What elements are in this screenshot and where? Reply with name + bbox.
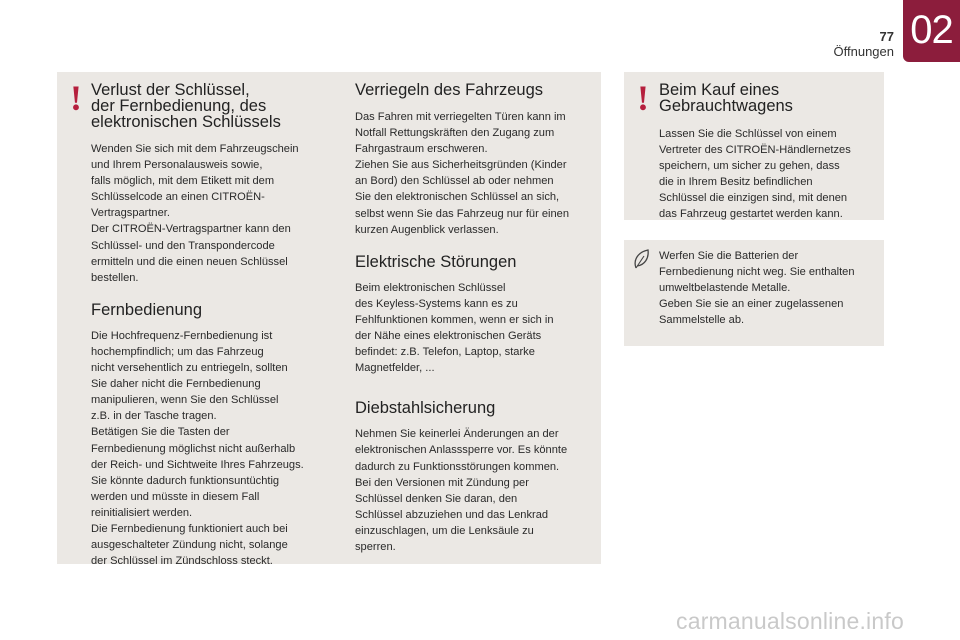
heading-locking-vehicle: Verriegeln des Fahrzeugs bbox=[355, 81, 544, 99]
paragraph-electrical-interference: Beim elektronischen Schlüssel des Keyless-Systems kann es zu Fehlfunktionen kommen, wenn er sich in der Nähe eines elektronischen Geräts befindet: z.B. Telefon, Laptop, starke Magnetfelder, ... bbox=[355, 281, 554, 375]
paragraph-eco-note: Werfen Sie die Batterien der Fernbedienung nicht weg. Sie enthalten umweltbelastende Metalle. Geben Sie sie an einer zugelassenen Sammelstelle ab. bbox=[659, 250, 855, 327]
warning-icon: ! bbox=[70, 78, 82, 118]
heading-remote-control: Fernbedienung bbox=[91, 300, 203, 319]
section-title: Öffnungen bbox=[833, 44, 894, 59]
page-number: 77 bbox=[879, 29, 894, 44]
column-3 bbox=[659, 82, 881, 223]
page-header bbox=[834, 30, 894, 59]
heading-electrical-interference: Elektrische Störungen bbox=[355, 252, 517, 271]
paragraph-lost-keys: Wenden Sie sich mit dem Fahrzeugschein und Ihrem Personalausweis sowie, falls möglich, mit dem Etikett mit dem Schlüsselcode an einen CITROËN- Vertragspartner. Der CITROËN-Vertragspartner kann den Schlüssel- und den Transpondercode ermitteln und die einen neuen Schlüssel bestellen. bbox=[91, 143, 299, 284]
heading-lost-keys: Verlust der Schlüssel, der Fernbedienung, des elektronischen Schlüssels bbox=[91, 81, 281, 131]
column-1 bbox=[91, 82, 341, 569]
warning-icon: ! bbox=[637, 78, 649, 118]
heading-anti-theft: Diebstahlsicherung bbox=[355, 399, 496, 418]
watermark: carmanualsonline.info bbox=[676, 608, 904, 634]
eco-note bbox=[659, 248, 881, 328]
leaf-icon bbox=[630, 246, 654, 277]
paragraph-used-car: Lassen Sie die Schlüssel von einem Vertreter des CITROËN-Händlernetzes speichern, um sicher zu gehen, dass die in Ihrem Besitz befindlichen Schlüssel die einzigen sind, mit denen das Fahrzeug gestartet werden kann. bbox=[659, 128, 851, 221]
paragraph-anti-theft: Nehmen Sie keinerlei Änderungen an der elektronischen Anlasssperre vor. Es könnte dadurch zu Funktionsstörungen kommen. Bei den Versionen mit Zündung per Schlüssel denken Sie daran, den Schlüssel abzuziehen und das Lenkrad einzuschlagen, um die Lenksäule zu sperren. bbox=[355, 428, 568, 553]
heading-used-car: Beim Kauf eines Gebrauchtwagens bbox=[659, 81, 793, 115]
paragraph-remote-control: Die Hochfrequenz-Fernbedienung ist hochempfindlich; um das Fahrzeug nicht versehentlich zu entriegeln, sollten Sie daher nicht die Fernbedienung manipulieren, wenn Sie den Schlüssel z.B. in der Tasche tragen. Betätigen Sie die Tasten der Fernbedienung möglichst nicht außerhalb der Reich- und Sichtweite Ihres Fahrzeugs. Sie könnte dadurch funktionsuntüchtig werden und müsste in diesem Fall reinitialisiert werden. Die Fernbedienung funktioniert auch bei ausgeschalteter Zündung nicht, solange der Schlüssel im Zündschloss steckt. bbox=[91, 329, 304, 568]
paragraph-locking-vehicle: Das Fahren mit verriegelten Türen kann im Notfall Rettungskräften den Zugang zum Fahrgastraum erschweren. Ziehen Sie aus Sicherheitsgründen (Kinder an Bord) den Schlüssel ab oder nehmen Sie den elektronischen Schlüssel an sich, selbst wenn Sie das Fahrzeug nur für einen kurzen Augenblick verlassen. bbox=[355, 111, 569, 236]
column-2 bbox=[355, 82, 599, 555]
chapter-badge: 02 bbox=[903, 0, 960, 62]
